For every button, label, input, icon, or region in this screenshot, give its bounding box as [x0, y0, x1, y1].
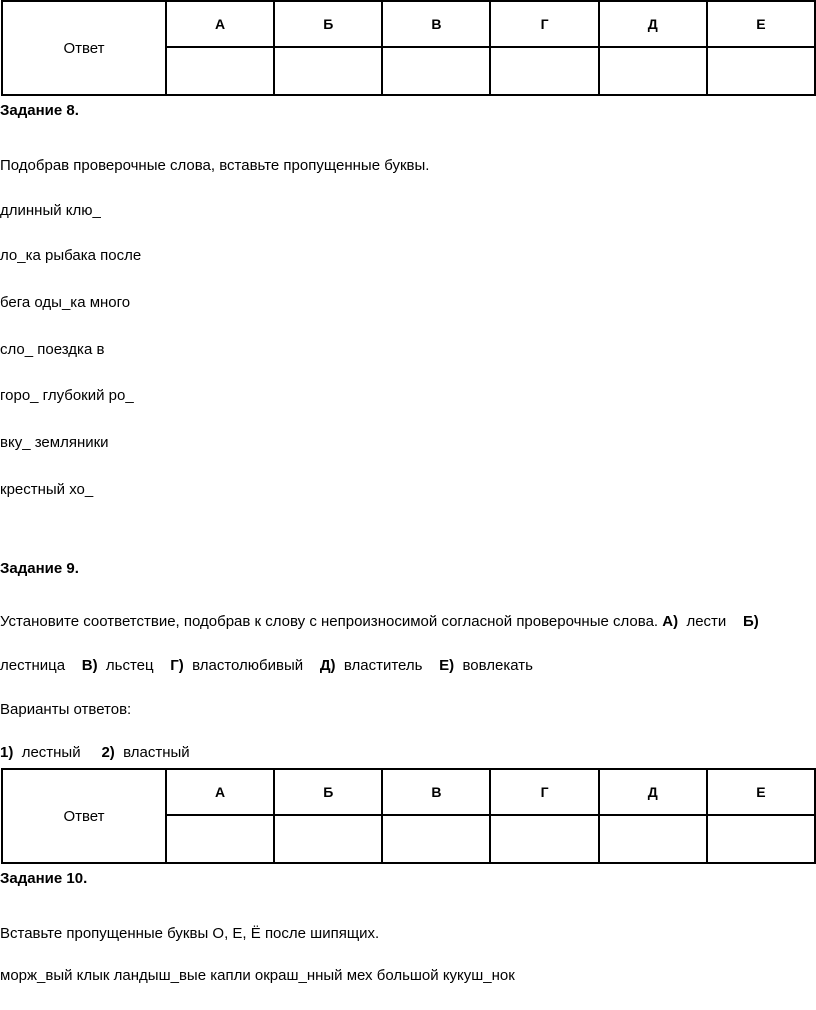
column-header: Г: [490, 1, 598, 47]
column-header: В: [382, 1, 490, 47]
task10-title: Задание 10.: [0, 870, 88, 887]
column-header: А: [166, 769, 274, 815]
task10-line: морж_вый клык ландыш_вые капли окраш_нный мех большой кукуш_нок: [0, 967, 515, 984]
answer-label: Ответ: [2, 769, 166, 863]
answer-cell[interactable]: [707, 47, 815, 95]
task8-title: Задание 8.: [0, 102, 79, 119]
answer-table-1: [1, 0, 816, 96]
option-word: властитель: [343, 657, 423, 674]
option-letter: Б): [742, 613, 759, 630]
option-letter: А): [662, 613, 679, 630]
task8-line: ло_ка рыбака после: [0, 247, 142, 264]
column-header: Б: [274, 1, 382, 47]
answer-table-2: [1, 768, 816, 864]
column-header: Д: [599, 769, 707, 815]
column-header: Б: [274, 769, 382, 815]
option-word: лестница: [0, 657, 66, 674]
task9-line-1: [0, 613, 759, 631]
answer-cell[interactable]: [490, 815, 598, 863]
option-letter: Г): [170, 657, 184, 674]
task9-title: Задание 9.: [0, 560, 79, 577]
column-header: Е: [707, 1, 815, 47]
column-header: Г: [490, 769, 598, 815]
answer-label: Ответ: [2, 1, 166, 95]
answer-cell[interactable]: [599, 47, 707, 95]
task9-line-2: [0, 657, 533, 675]
option-letter: Д): [319, 657, 336, 674]
task9-variants: [0, 744, 190, 762]
column-header: В: [382, 769, 490, 815]
task8-line: крестный хо_: [0, 481, 94, 498]
task9-variants-label: Варианты ответов:: [0, 701, 132, 718]
variant-number: 2): [101, 744, 115, 761]
answer-cell[interactable]: [382, 815, 490, 863]
option-word: льстец: [105, 657, 154, 674]
variant-word: властный: [123, 744, 190, 761]
task8-instruction: Подобрав проверочные слова, вставьте пропущенные буквы.: [0, 157, 430, 174]
option-letter: Е): [439, 657, 455, 674]
task8-line: сло_ поездка в: [0, 341, 105, 358]
task9-instruction: Установите соответствие, подобрав к слову с непроизносимой согласной проверочные слова.: [0, 613, 659, 630]
column-header: Е: [707, 769, 815, 815]
answer-cell[interactable]: [274, 47, 382, 95]
variant-word: лестный: [21, 744, 81, 761]
answer-cell[interactable]: [707, 815, 815, 863]
answer-cell[interactable]: [166, 815, 274, 863]
option-word: вовлекать: [462, 657, 533, 674]
answer-cell[interactable]: [599, 815, 707, 863]
option-word: лести: [686, 613, 727, 630]
answer-cell[interactable]: [490, 47, 598, 95]
answer-cell[interactable]: [382, 47, 490, 95]
option-letter: В): [81, 657, 98, 674]
answer-cell[interactable]: [166, 47, 274, 95]
task8-line: вку_ земляники: [0, 434, 109, 451]
task8-line: бега оды_ка много: [0, 294, 131, 311]
task10-instruction: Вставьте пропущенные буквы О, Е, Ё после шипящих.: [0, 925, 380, 942]
option-word: властолюбивый: [192, 657, 304, 674]
answer-cell[interactable]: [274, 815, 382, 863]
task8-line: горо_ глубокий ро_: [0, 387, 134, 404]
column-header: А: [166, 1, 274, 47]
variant-number: 1): [0, 744, 14, 761]
column-header: Д: [599, 1, 707, 47]
task8-line: длинный клю_: [0, 202, 101, 219]
